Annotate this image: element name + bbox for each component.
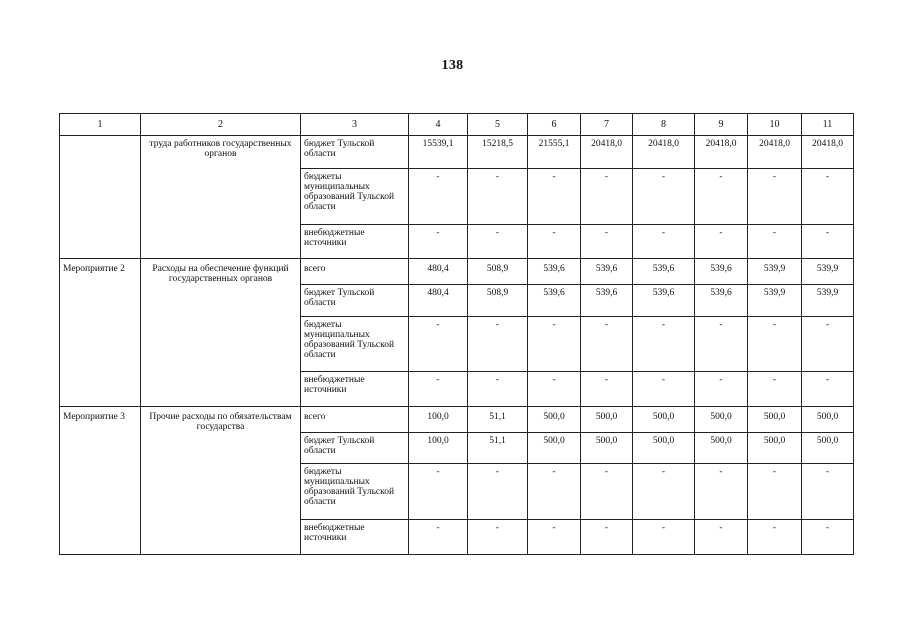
value-cell: -: [748, 317, 802, 372]
value-cell: 20418,0: [695, 136, 748, 169]
value-cell: 500,0: [695, 407, 748, 433]
value-cell: -: [409, 225, 468, 259]
value-cell: -: [528, 317, 581, 372]
value-cell: -: [695, 169, 748, 225]
value-cell: 51,1: [468, 407, 528, 433]
value-cell: -: [695, 464, 748, 520]
value-cell: -: [748, 372, 802, 407]
value-cell: 500,0: [581, 407, 633, 433]
value-cell: -: [802, 317, 854, 372]
header-cell: 6: [528, 114, 581, 136]
value-cell: -: [409, 372, 468, 407]
value-cell: 500,0: [633, 407, 695, 433]
value-cell: -: [748, 520, 802, 555]
value-cell: -: [802, 225, 854, 259]
funding-source-cell: бюджет Тульской области: [301, 285, 409, 317]
value-cell: -: [581, 464, 633, 520]
value-cell: 20418,0: [748, 136, 802, 169]
header-cell: 5: [468, 114, 528, 136]
activity-cell: Мероприятие 2: [60, 259, 141, 407]
value-cell: 100,0: [409, 407, 468, 433]
value-cell: 539,9: [802, 285, 854, 317]
activity-cell: Мероприятие 3: [60, 407, 141, 555]
header-cell: 10: [748, 114, 802, 136]
value-cell: -: [581, 520, 633, 555]
value-cell: 21555,1: [528, 136, 581, 169]
value-cell: -: [748, 464, 802, 520]
header-cell: 4: [409, 114, 468, 136]
table-row: [60, 136, 854, 169]
value-cell: -: [633, 464, 695, 520]
value-cell: 15218,5: [468, 136, 528, 169]
value-cell: -: [695, 372, 748, 407]
value-cell: 539,6: [695, 259, 748, 285]
value-cell: 508,9: [468, 259, 528, 285]
value-cell: 539,6: [633, 259, 695, 285]
description-cell: Расходы на обеспечение функций государственных органов: [141, 259, 301, 407]
value-cell: 539,6: [633, 285, 695, 317]
value-cell: -: [409, 317, 468, 372]
value-cell: -: [695, 317, 748, 372]
value-cell: -: [633, 520, 695, 555]
header-cell: 1: [60, 114, 141, 136]
funding-source-cell: всего: [301, 259, 409, 285]
value-cell: -: [802, 372, 854, 407]
value-cell: -: [695, 225, 748, 259]
value-cell: 100,0: [409, 433, 468, 464]
value-cell: 51,1: [468, 433, 528, 464]
funding-source-cell: всего: [301, 407, 409, 433]
header-cell: 9: [695, 114, 748, 136]
description-cell: труда работников государственных органов: [141, 136, 301, 259]
header-cell: 7: [581, 114, 633, 136]
header-cell: 3: [301, 114, 409, 136]
value-cell: -: [468, 169, 528, 225]
value-cell: 480,4: [409, 259, 468, 285]
table-header-row: [60, 114, 854, 136]
value-cell: 508,9: [468, 285, 528, 317]
value-cell: 539,6: [528, 259, 581, 285]
value-cell: 539,6: [581, 285, 633, 317]
table-row: [60, 259, 854, 285]
funding-source-cell: бюджет Тульской области: [301, 136, 409, 169]
value-cell: -: [581, 372, 633, 407]
value-cell: 539,6: [695, 285, 748, 317]
value-cell: -: [528, 169, 581, 225]
value-cell: -: [468, 464, 528, 520]
value-cell: -: [802, 169, 854, 225]
value-cell: -: [748, 169, 802, 225]
value-cell: 500,0: [748, 433, 802, 464]
value-cell: 20418,0: [802, 136, 854, 169]
value-cell: 500,0: [802, 433, 854, 464]
value-cell: -: [528, 372, 581, 407]
value-cell: -: [528, 225, 581, 259]
value-cell: 539,9: [748, 259, 802, 285]
value-cell: -: [409, 464, 468, 520]
value-cell: -: [468, 372, 528, 407]
value-cell: -: [528, 520, 581, 555]
description-cell: Прочие расходы по обязательствам государства: [141, 407, 301, 555]
value-cell: -: [528, 464, 581, 520]
value-cell: -: [468, 520, 528, 555]
value-cell: 539,9: [802, 259, 854, 285]
header-cell: 8: [633, 114, 695, 136]
value-cell: 500,0: [748, 407, 802, 433]
value-cell: -: [409, 520, 468, 555]
value-cell: 500,0: [581, 433, 633, 464]
value-cell: -: [468, 317, 528, 372]
funding-source-cell: внебюджетные источники: [301, 520, 409, 555]
funding-source-cell: бюджет Тульской области: [301, 433, 409, 464]
value-cell: 480,4: [409, 285, 468, 317]
value-cell: 500,0: [528, 407, 581, 433]
funding-source-cell: бюджеты муниципальных образований Тульской области: [301, 317, 409, 372]
value-cell: -: [581, 169, 633, 225]
activity-cell: [60, 136, 141, 259]
funding-source-cell: внебюджетные источники: [301, 372, 409, 407]
value-cell: 500,0: [528, 433, 581, 464]
funding-source-cell: бюджеты муниципальных образований Тульской области: [301, 169, 409, 225]
value-cell: -: [802, 464, 854, 520]
value-cell: -: [633, 317, 695, 372]
value-cell: 539,9: [748, 285, 802, 317]
value-cell: -: [748, 225, 802, 259]
value-cell: 20418,0: [581, 136, 633, 169]
value-cell: 500,0: [695, 433, 748, 464]
value-cell: -: [633, 372, 695, 407]
value-cell: -: [633, 169, 695, 225]
value-cell: -: [468, 225, 528, 259]
header-cell: 11: [802, 114, 854, 136]
budget-table: [59, 113, 854, 555]
header-cell: 2: [141, 114, 301, 136]
value-cell: 500,0: [633, 433, 695, 464]
page-number: 138: [441, 58, 464, 73]
value-cell: 15539,1: [409, 136, 468, 169]
value-cell: 500,0: [802, 407, 854, 433]
value-cell: -: [409, 169, 468, 225]
value-cell: -: [633, 225, 695, 259]
funding-source-cell: бюджеты муниципальных образований Тульской области: [301, 464, 409, 520]
value-cell: 539,6: [528, 285, 581, 317]
value-cell: -: [581, 317, 633, 372]
value-cell: 20418,0: [633, 136, 695, 169]
value-cell: -: [695, 520, 748, 555]
value-cell: -: [802, 520, 854, 555]
value-cell: 539,6: [581, 259, 633, 285]
value-cell: -: [581, 225, 633, 259]
funding-source-cell: внебюджетные источники: [301, 225, 409, 259]
table-row: [60, 407, 854, 433]
